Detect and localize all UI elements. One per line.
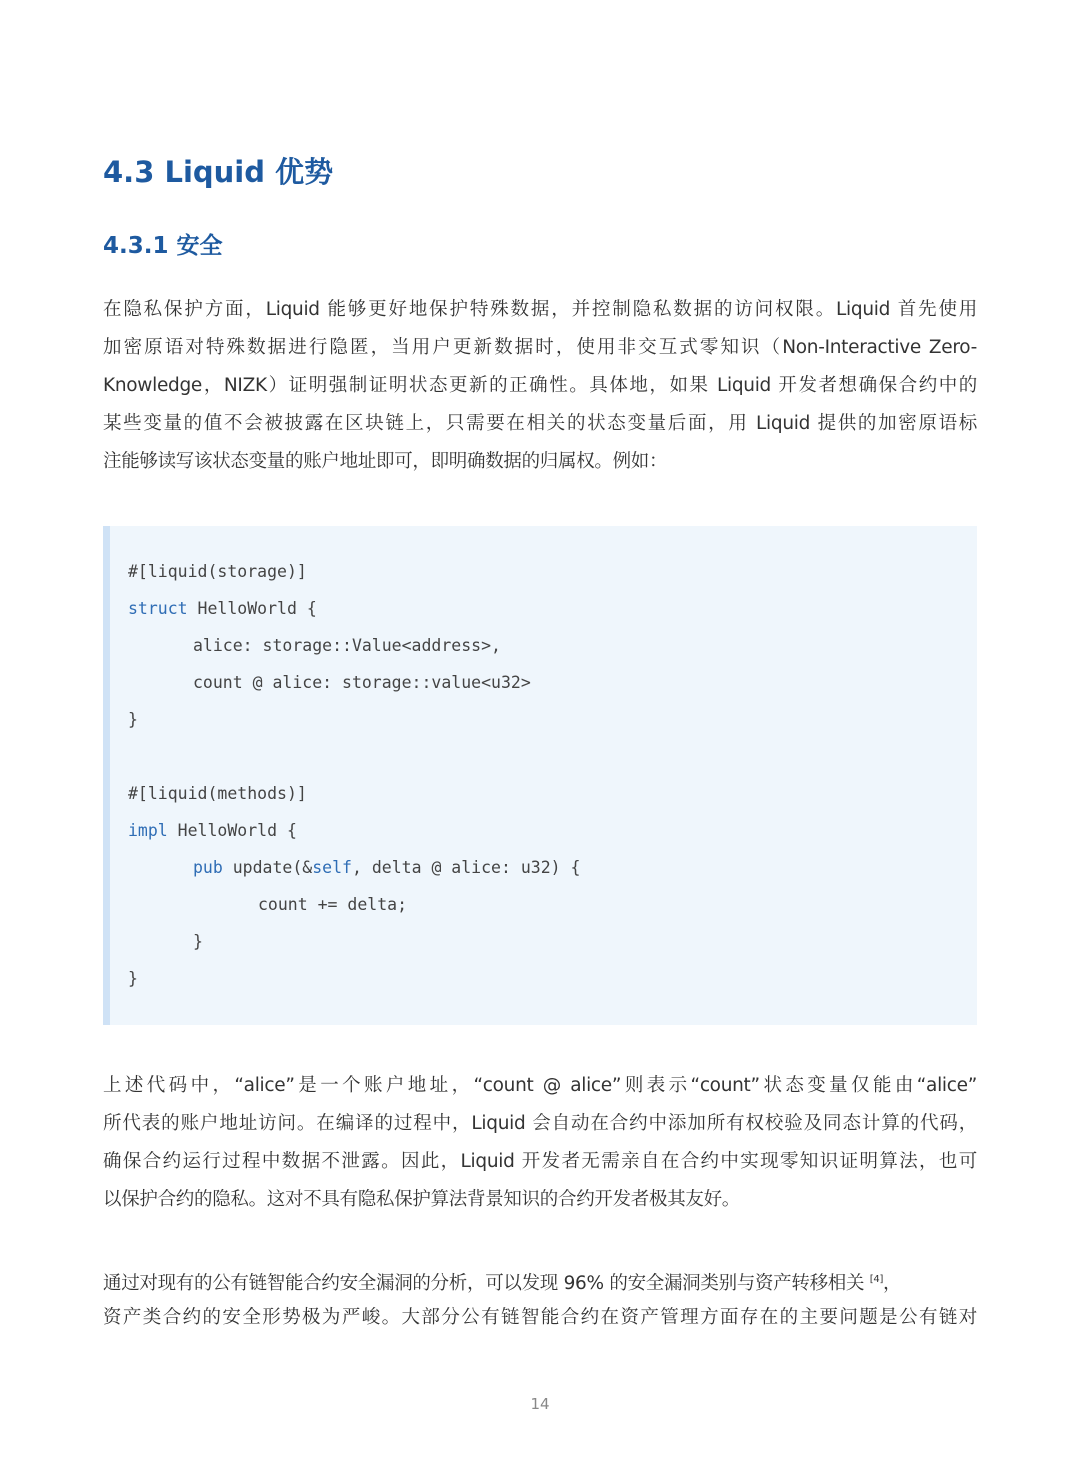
text-line: 所代表的账户地址访问。在编译的过程中，Liquid 会自动在合约中添加所有权校验及同态计算的代码，: [103, 1113, 977, 1134]
code-keyword: pub: [193, 858, 223, 877]
text-line: 加密原语对特殊数据进行隐匿，当用户更新数据时，使用非交互式零知识（Non-Interactive Zero-: [103, 337, 977, 358]
code-line: }: [128, 710, 138, 729]
code-line: [128, 820, 580, 857]
code-line: [128, 598, 580, 635]
paragraph-security-analysis: [103, 1261, 977, 1337]
text-line: 上述代码中，“alice”是一个账户地址，“count @ alice”则表示“count”状态变量仅能由“alice”: [103, 1075, 977, 1096]
code-text: , delta @ alice: u32) {: [351, 858, 581, 877]
code-line: count @ alice: storage::value<u32>: [193, 673, 531, 692]
code-line: alice: storage::Value<address>,: [193, 636, 501, 655]
code-blank-line: [128, 746, 580, 783]
code-block-accent-bar: [103, 526, 110, 1025]
code-text: HelloWorld {: [187, 599, 317, 618]
subsection-heading: 4.3.1 安全: [103, 233, 223, 259]
code-line: count += delta;: [258, 895, 408, 914]
citation-reference[interactable]: [4]: [869, 1274, 884, 1285]
section-heading: 4.3 Liquid 优势: [103, 155, 334, 189]
code-line: }: [128, 969, 138, 988]
text-line: 确保合约运行过程中数据不泄露。因此，Liquid 开发者无需亲自在合约中实现零知识证明算法，也可: [103, 1151, 977, 1172]
text-line: [103, 1261, 977, 1299]
text-line: 资产类合约的安全形势极为严峻。大部分公有链智能合约在资产管理方面存在的主要问题是公有链对: [103, 1307, 977, 1328]
text-span: 通过对现有的公有链智能合约安全漏洞的分析，可以发现 96% 的安全漏洞类别与资产转移相关: [103, 1273, 865, 1295]
code-keyword: impl: [128, 821, 168, 840]
text-line: 以保护合约的隐私。这对不具有隐私保护算法背景知识的合约开发者极其友好。: [103, 1189, 741, 1210]
code-text: update(&: [222, 858, 313, 877]
text-line: 注能够读写该状态变量的账户地址即可，即明确数据的归属权。例如：: [103, 451, 668, 472]
code-block: [103, 526, 977, 1025]
paragraph-explanation: [103, 1067, 977, 1219]
code-line: #[liquid(methods)]: [128, 784, 307, 803]
code-text: HelloWorld {: [167, 821, 297, 840]
code-line: #[liquid(storage)]: [128, 562, 307, 581]
text-line: 某些变量的值不会被披露在区块链上，只需要在相关的状态变量后面，用 Liquid 提供的加密原语标: [103, 413, 977, 434]
code-keyword: struct: [128, 599, 188, 618]
code-line: [128, 857, 580, 894]
page-number: 14: [530, 1395, 550, 1413]
paragraph-intro: [103, 291, 977, 481]
code-line: }: [193, 932, 203, 951]
text-span: ，: [883, 1273, 902, 1295]
text-line: 在隐私保护方面，Liquid 能够更好地保护特殊数据，并控制隐私数据的访问权限。Liquid 首先使用: [103, 299, 977, 320]
text-line: Knowledge，NIZK）证明强制证明状态更新的正确性。具体地，如果 Liquid 开发者想确保合约中的: [103, 375, 977, 396]
code-keyword: self: [312, 858, 352, 877]
